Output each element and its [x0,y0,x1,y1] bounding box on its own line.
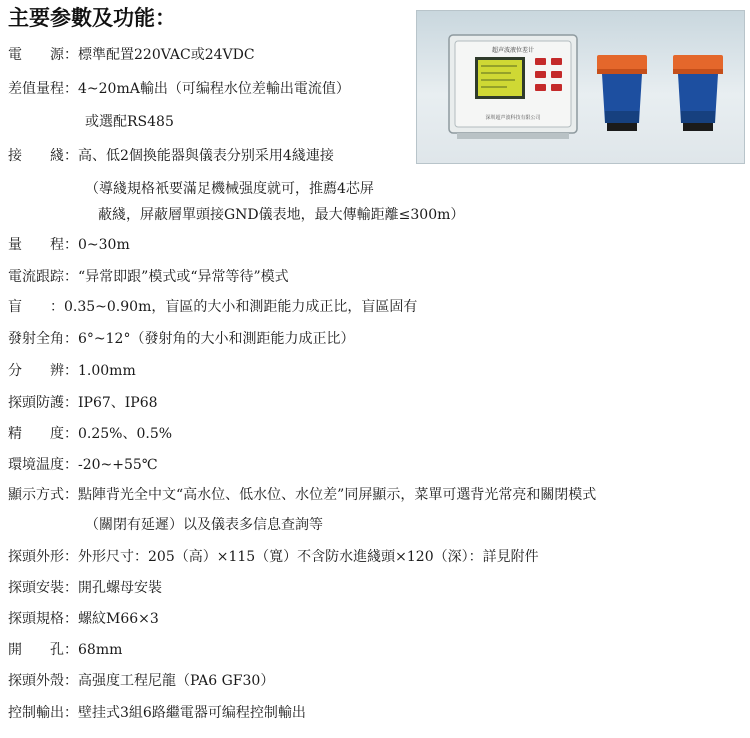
spec-label: 探頭安裝： [8,580,78,596]
spec-line-blind-zone [8,298,417,316]
spec-line-hole [8,641,122,659]
spec-line-probe-thread [8,610,159,628]
spec-label: 開 孔： [8,642,78,658]
spec-value: “异常即跟”模式或“异常等待”模式 [78,269,289,285]
spec-value: 開孔螺母安裝 [78,580,162,596]
page-title: 主要参數及功能： [8,6,176,30]
product-photo [416,10,745,164]
spec-label: 精 度： [8,426,78,442]
spec-line-power [8,46,255,64]
spec-value: 蔽綫，屏蔽層單頭接GND儀表地，最大傳輸距離≤300m） [98,207,465,223]
spec-line-beam-angle [8,330,354,348]
spec-label: 探頭防護： [8,395,78,411]
spec-value: 0.25%、0.5% [78,426,173,442]
spec-line-protection [8,394,158,412]
spec-line-resolution [8,362,136,380]
spec-value: 點陣背光全中文“高水位、低水位、水位差”同屏顯示，菜單可選背光常亮和關閉模式 [78,487,597,503]
spec-value: （關閉有延遲）以及儀表多信息查詢等 [85,517,323,533]
spec-label: 控制輸出： [8,705,78,721]
spec-line-range-output [8,80,350,98]
spec-line-current-tracking [8,268,289,286]
spec-label: 分 辨： [8,363,78,379]
device-company-label: 深圳超声波科技有限公司 [485,115,541,121]
spec-line-wiring [8,147,334,165]
spec-line-wiring-cont-2 [98,206,464,224]
spec-label: 量 程： [8,237,78,253]
spec-value: 0~30m [78,237,130,253]
spec-label: 盲 ： [8,299,64,315]
spec-line-rs485 [85,113,174,131]
spec-value: （導綫規格衹要滿足機械强度就可，推薦4芯屏 [85,181,374,197]
spec-line-probe-shape [8,548,539,566]
spec-value: 高、低2個換能器與儀表分别采用4綫連接 [78,148,334,164]
device-panel-label: 超声波液位差计 [491,47,535,54]
spec-value: 或選配RS485 [85,114,174,130]
spec-line-control-output [8,704,306,722]
spec-label: 接 綫： [8,148,78,164]
spec-line-range [8,236,130,254]
spec-label: 顯示方式： [8,487,78,503]
spec-value: 6°~12°（發射角的大小和測距能力成正比） [78,331,355,347]
spec-value: 0.35~0.90m，盲區的大小和測距能力成正比，盲區固有 [64,299,418,315]
spec-value: 高强度工程尼龍（PA6 GF30） [78,673,275,689]
spec-line-display [8,486,596,504]
spec-line-display-cont [85,516,323,534]
spec-label: 探頭規格： [8,611,78,627]
spec-line-accuracy [8,425,172,443]
spec-value: 外形尺寸：205（高）×115（寬）不含防水進綫頭×120（深）：詳見附件 [78,549,539,565]
spec-value: 標準配置220VAC或24VDC [78,47,255,63]
spec-line-probe-housing [8,672,274,690]
spec-label: 電流跟踪： [8,269,78,285]
spec-line-temperature [8,456,157,474]
spec-value: 4~20mA輸出（可编程水位差輸出電流值） [78,81,350,97]
ultrasonic-level-meter-photo-icon [417,11,744,163]
spec-line-probe-install [8,579,162,597]
spec-label: 發射全角： [8,331,78,347]
spec-value: -20~+55℃ [78,457,158,473]
spec-label: 探頭外形： [8,549,78,565]
spec-label: 差值量程： [8,81,78,97]
spec-value: 1.00mm [78,363,136,379]
spec-value: IP67、IP68 [78,395,158,411]
spec-value: 68mm [78,642,123,658]
spec-label: 電 源： [8,47,78,63]
spec-value: 壁挂式3組6路繼電器可编程控制輸出 [78,705,306,721]
spec-value: 螺紋M66×3 [78,611,159,627]
spec-label: 探頭外殼： [8,673,78,689]
spec-label: 環境温度： [8,457,78,473]
spec-line-wiring-cont-1 [85,180,374,198]
